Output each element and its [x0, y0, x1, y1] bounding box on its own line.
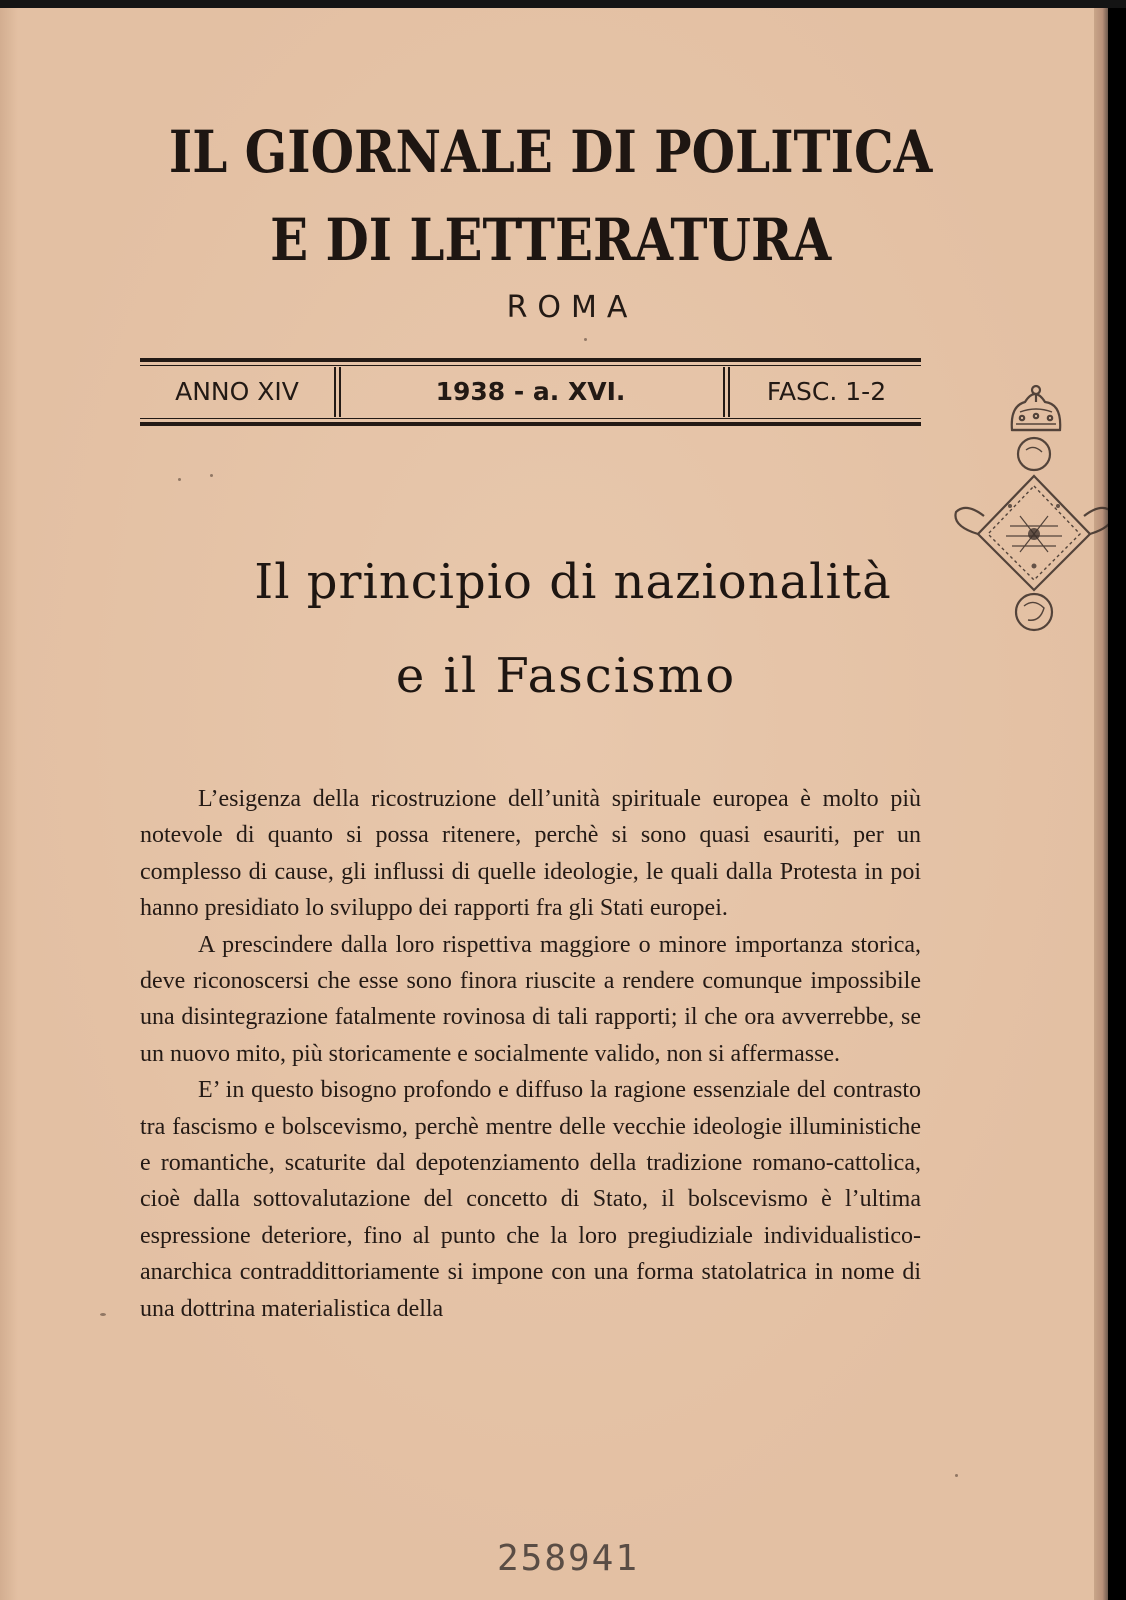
info-divider	[334, 367, 336, 417]
paper-speck	[584, 338, 587, 341]
catalog-stamp-number: 258941	[496, 1538, 640, 1579]
masthead-title-line2: E DI LETTERATURA	[270, 206, 832, 274]
info-divider	[728, 367, 730, 417]
article-title-line2: e il Fascismo	[395, 648, 737, 704]
library-crown-stamp-icon	[950, 376, 1108, 646]
paper-speck	[100, 1313, 106, 1316]
scan-top-border	[0, 0, 1126, 8]
paper-speck	[955, 1474, 958, 1477]
issue-label: FASC. 1-2	[766, 377, 887, 406]
page-edge-shadow	[1094, 8, 1108, 1600]
article-paragraph: A prescindere dalla loro rispettiva maggiore o minore importanza storica, deve riconoscersi che esse sono finora riuscite a rendere comunque impossibile una disintegrazione fatalmente rovinosa di tali rapporti; il che ora avverrebbe, se un nuovo mito, più storicamente e socialmente valido, non si affermasse.	[140, 931, 921, 1067]
article-paragraph: E’ in questo bisogno profondo e diffuso la ragione essenziale del contrasto tra fascismo e bolscevismo, perchè mentre delle vecchie ideologie illuministiche e romantiche, scaturite dal depotenziamento della tradizione romano-cattolica, cioè dalla sottovalutazione del concetto di Stato, il bolscevismo è l’ultima espressione deteriore, fino al punto che la loro pregiudiziale individualistico-anarchica contraddittoriamente si impone con una forma statolatrica in nome di una dottrina materialistica della	[140, 1077, 921, 1322]
year-text: 1938 - a. XVI.	[435, 377, 626, 406]
issue-info-bar	[140, 358, 921, 426]
paper-speck	[178, 478, 181, 481]
article-body	[140, 781, 921, 1327]
info-divider	[339, 367, 341, 417]
masthead-city: ROMA	[506, 290, 638, 325]
journal-page	[0, 8, 1108, 1600]
info-divider	[723, 367, 725, 417]
year-label	[342, 368, 719, 416]
article-title-line1: Il principio di nazionalità	[254, 554, 892, 610]
volume-label: ANNO XIV	[175, 377, 299, 406]
masthead-title-line1: IL GIORNALE DI POLITICA	[168, 118, 933, 186]
article-paragraph: L’esigenza della ricostruzione dell’unità spirituale europea è molto più notevole di quanto si possa ritenere, perchè si sono quasi esauriti, per un complesso di cause, gli influssi di quelle ideologie, le quali dalla Protesta in poi hanno presidiato lo sviluppo dei rapporti fra gli Stati europei.	[140, 786, 921, 922]
paper-speck	[210, 474, 213, 477]
